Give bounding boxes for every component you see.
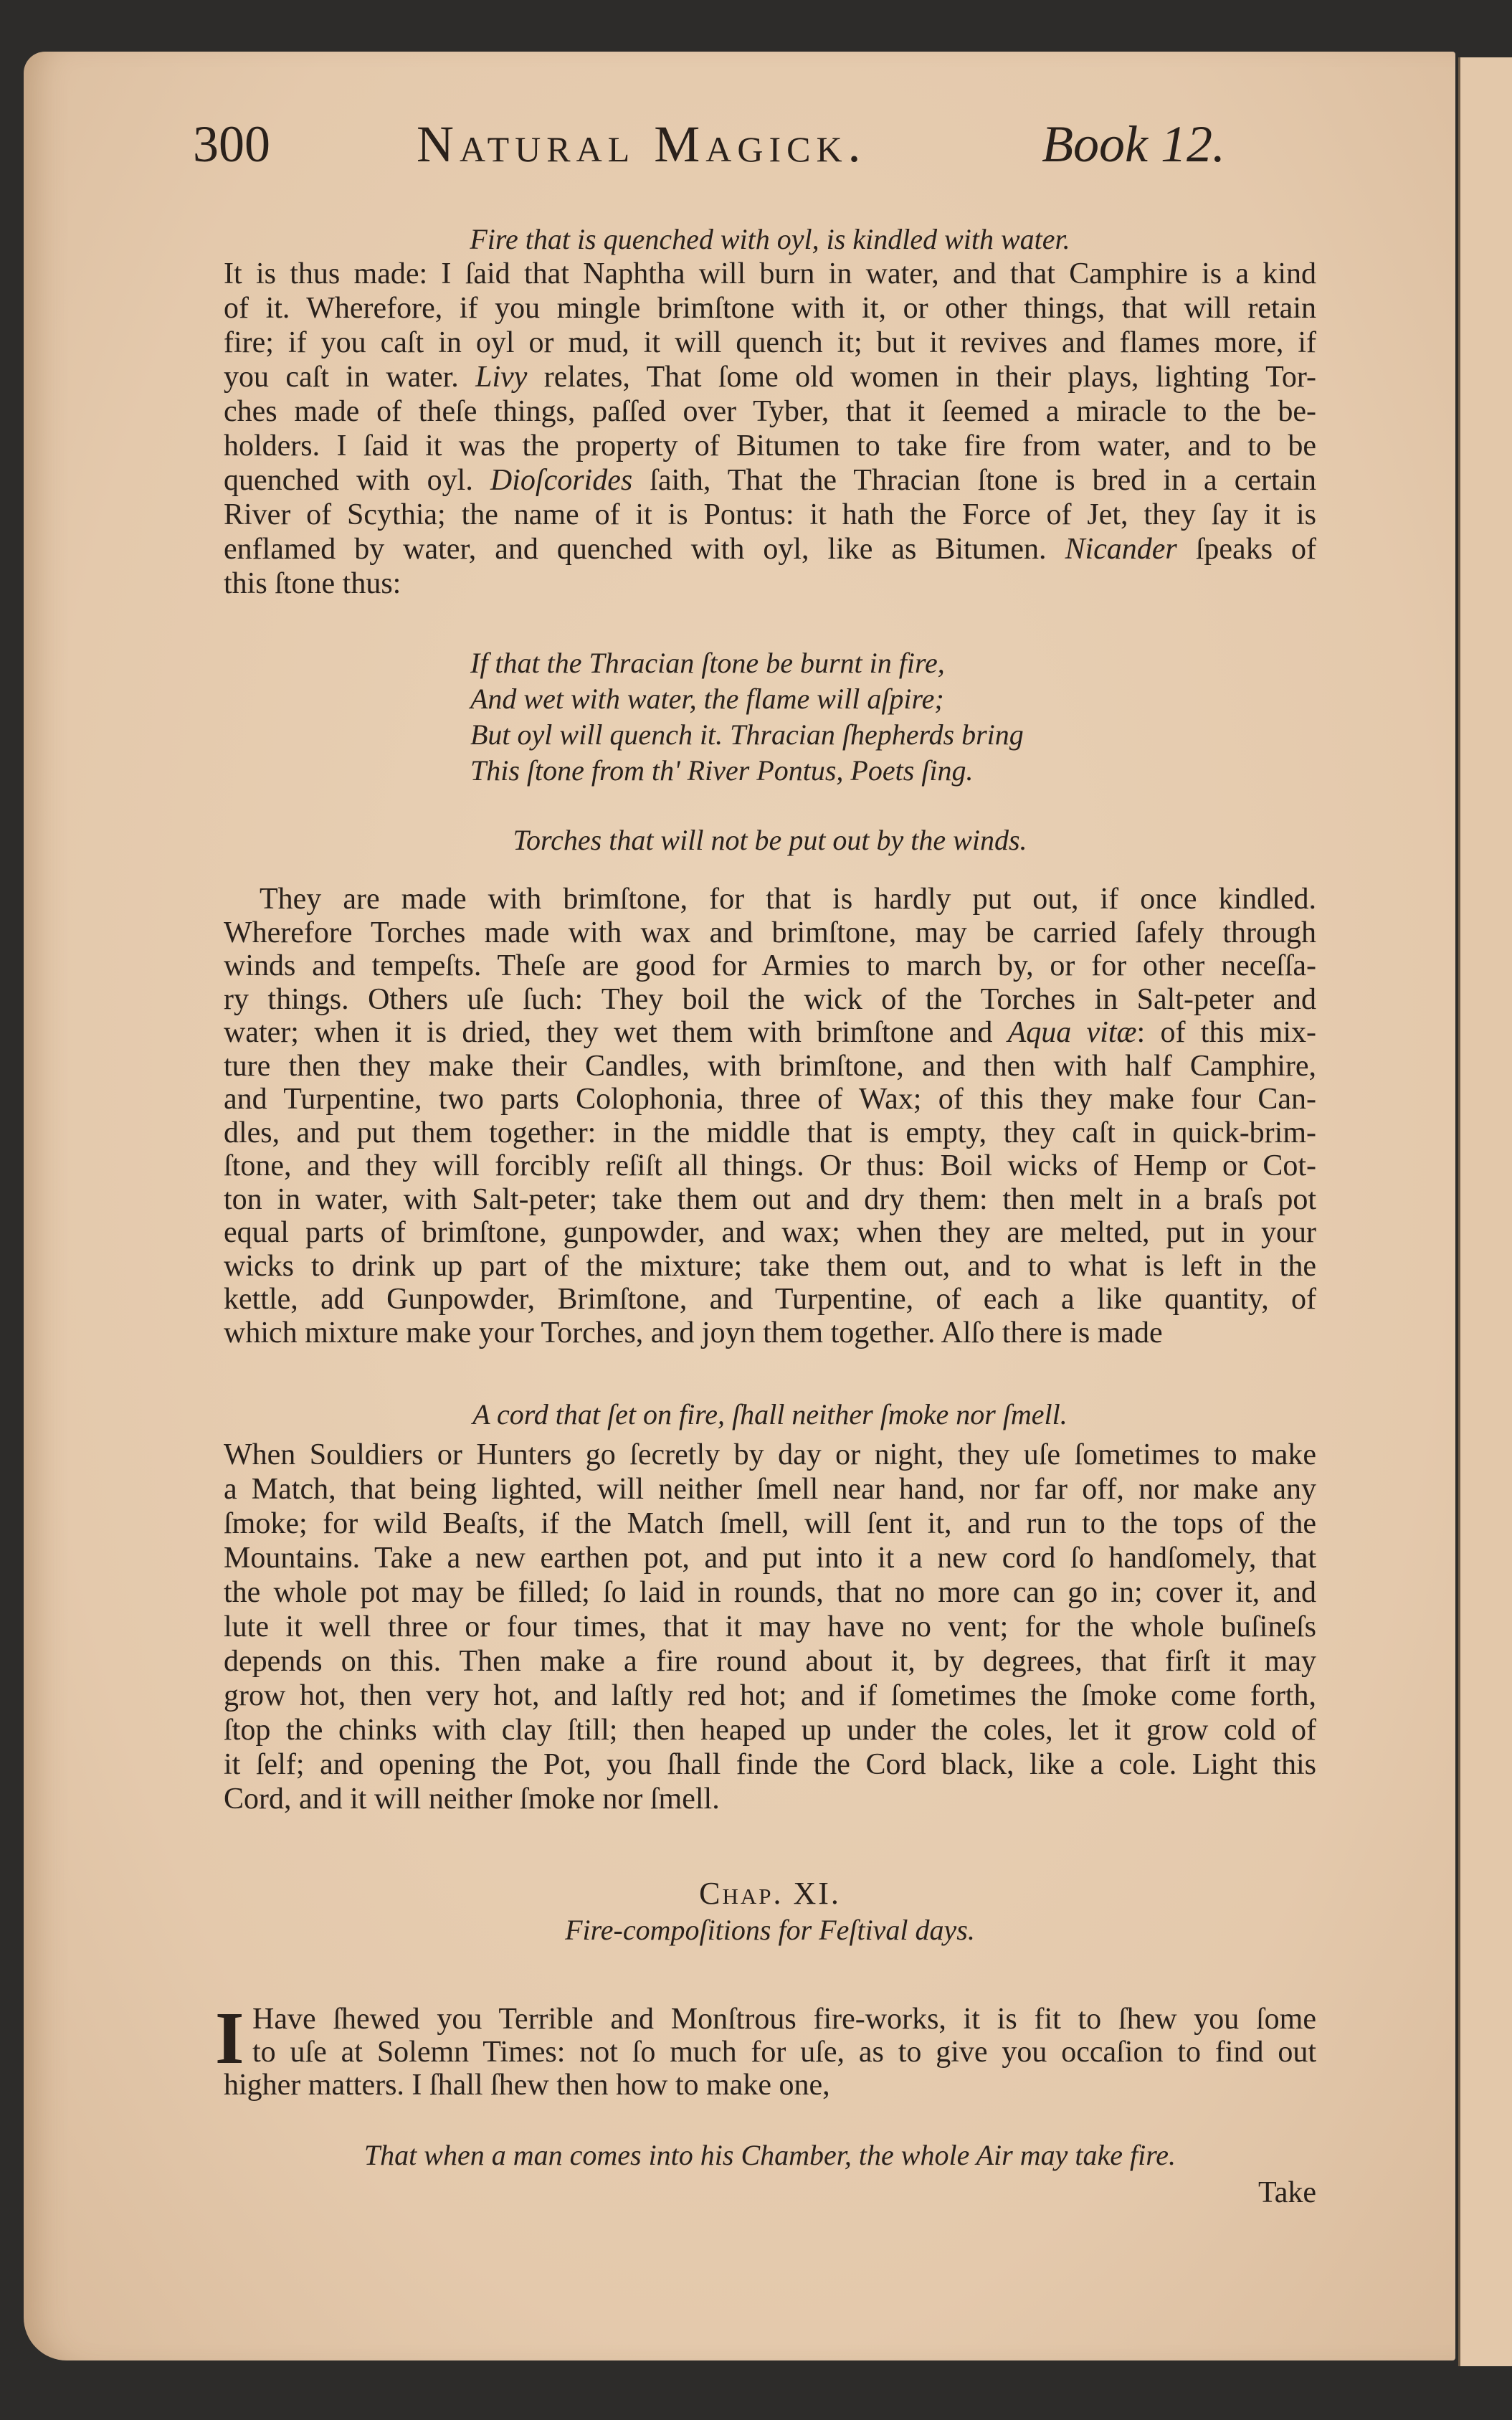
text-line: kettle, add Gunpowder, Brimſtone, and Turpentine, of each a like quantity, of: [224, 1283, 1316, 1316]
paragraph-1: [224, 257, 1316, 601]
text-line: wicks to drink up part of the mixture; take them out, and to what is left in the: [224, 1249, 1316, 1283]
text-line: [224, 1016, 1316, 1050]
running-title: Natural Magick.: [417, 115, 867, 173]
text-line: [224, 463, 1316, 498]
text-line: fire; if you caſt in oyl or mud, it will quench it; but it revives and flames more, if: [224, 326, 1316, 359]
running-header: [193, 115, 1225, 179]
text-line: which mixture make your Torches, and joyn them together. Alſo there is made: [224, 1316, 1163, 1349]
catchword: Take: [1257, 2176, 1316, 2209]
text-segment: ſpeaks of: [1176, 533, 1316, 566]
text-line: equal parts of brimſtone, gunpowder, and wax; when they are melted, put in your: [224, 1216, 1316, 1249]
italic-name: Nicander: [1065, 533, 1177, 566]
text-line: ches made of theſe things, paſſed over Tyber, that it ſeemed a miracle to the be-: [224, 395, 1316, 428]
text-segment: water; when it is dried, they wet them with brimſtone and: [224, 1016, 1008, 1049]
text-line: When Souldiers or Hunters go ſecretly by day or night, they uſe ſometimes to make: [224, 1438, 1316, 1471]
verse-quotation: [470, 645, 1024, 789]
paragraph-2: [224, 883, 1316, 1349]
text-line: This ſtone from th' River Pontus, Poets ſing.: [470, 754, 974, 787]
paragraph-3: [224, 1438, 1316, 1816]
text-line: It is thus made: I ſaid that Naphtha will burn in water, and that Camphire is a kind: [224, 257, 1316, 290]
text-segment: relates, That ſome old women in their plays, lighting Tor-: [527, 361, 1316, 394]
page-number: 300: [193, 115, 270, 173]
text-line: River of Scythia; the name of it is Pontus: it hath the Force of Jet, they ſay it is: [224, 498, 1316, 531]
text-line: a Match, that being lighted, will neither ſmell near hand, nor far off, nor make any: [224, 1473, 1316, 1506]
section-heading-torches: Torches that will not be put out by the winds.: [513, 824, 1027, 856]
paragraph-4: [224, 2003, 1316, 2102]
drop-cap: I: [215, 1997, 244, 2079]
italic-name: Livy: [475, 361, 528, 394]
text-line: ſtop the chinks with clay ſtill; then heaped up under the coles, let it grow cold of: [224, 1714, 1316, 1747]
text-line: [224, 532, 1316, 566]
italic-name: Dioſcorides: [490, 464, 633, 497]
italic-name: Aqua vitæ: [1007, 1016, 1137, 1049]
text-line: to uſe at Solemn Times: not ſo much for uſe, as to give you occaſion to find out: [252, 2036, 1316, 2069]
text-line: ture then they make their Candles, with brimſtone, and then with half Camphire,: [224, 1049, 1316, 1083]
text-line: Mountains. Take a new earthen pot, and put into it a new cord ſo handſomely, that: [224, 1542, 1316, 1575]
text-line: ſtone, and they will forcibly reſiſt all things. Or thus: Boil wicks of Hemp or Cot-: [224, 1149, 1316, 1182]
text-line: And wet with water, the flame will aſpire;: [470, 683, 944, 715]
text-line: higher matters. I ſhall ſhew then how to make one,: [224, 2069, 830, 2102]
text-segment: enflamed by water, and quenched with oyl, like as Bitumen.: [224, 533, 1065, 566]
text-segment: you caſt in water.: [224, 361, 476, 394]
text-line: [224, 360, 1316, 394]
book-number: Book 12.: [1042, 115, 1225, 173]
text-line: But oyl will quench it. Thracian ſhepherds bring: [470, 718, 1024, 751]
text-line: Have ſhewed you Terrible and Monſtrous fire-works, it is fit to ſhew you ſome: [252, 2003, 1316, 2036]
text-line: of it. Wherefore, if you mingle brimſtone with it, or other things, that will retain: [224, 292, 1316, 325]
text-line: ry things. Others uſe ſuch: They boil the wick of the Torches in Salt-peter and: [224, 982, 1316, 1016]
text-line: ſmoke; for wild Beaſts, if the Match ſmell, will ſent it, and run to the tops of the: [224, 1507, 1316, 1540]
chapter-number: Chap. XI.: [699, 1876, 841, 1911]
text-segment: : of this mix-: [1136, 1016, 1316, 1049]
facing-page-edge: [1458, 57, 1512, 2366]
chapter-title: Fire-compoſitions for Feſtival days.: [565, 1914, 975, 1946]
text-line: it ſelf; and opening the Pot, you ſhall finde the Cord black, like a cole. Light this: [224, 1748, 1316, 1781]
section-heading-cord: A cord that ſet on fire, ſhall neither ſmoke nor ſmell.: [472, 1398, 1068, 1430]
text-line: Wherefore Torches made with wax and brimſtone, may be carried ſafely through: [224, 916, 1316, 949]
text-line: lute it well three or four times, that it may have no vent; for the whole buſineſs: [224, 1610, 1316, 1643]
text-line: the whole pot may be filled; ſo laid in rounds, that no more can go in; cover it, and: [224, 1576, 1316, 1609]
text-line: and Turpentine, two parts Colophonia, three of Wax; of this they make four Can-: [224, 1083, 1316, 1116]
text-line: dles, and put them together: in the middle that is empty, they caſt in quick-brim-: [224, 1116, 1316, 1149]
text-line: depends on this. Then make a fire round about it, by degrees, that firſt it may: [224, 1645, 1316, 1678]
text-line: grow hot, then very hot, and laſtly red hot; and if ſometimes the ſmoke come forth,: [224, 1679, 1316, 1712]
text-line: ton in water, with Salt-peter; take them out and dry them: then melt in a braſs pot: [224, 1182, 1316, 1216]
text-line: winds and tempeſts. Theſe are good for Armies to march by, or for other neceſſa-: [224, 949, 1316, 982]
text-line: holders. I ſaid it was the property of Bitumen to take fire from water, and to be: [224, 430, 1316, 462]
text-segment: quenched with oyl.: [224, 464, 490, 497]
text-line: If that the Thracian ſtone be burnt in fire,: [470, 647, 945, 679]
text-line: this ſtone thus:: [224, 567, 401, 600]
section-heading-oyl-water: Fire that is quenched with oyl, is kindled with water.: [470, 223, 1070, 255]
text-line: They are made with brimſtone, for that is hardly put out, if once kindled.: [260, 883, 1316, 916]
section-heading-chamber: That when a man comes into his Chamber, the whole Air may take fire.: [363, 2139, 1176, 2171]
text-line: Cord, and it will neither ſmoke nor ſmell.: [224, 1783, 720, 1816]
text-segment: ſaith, That the Thracian ſtone is bred in a certain: [632, 464, 1316, 497]
